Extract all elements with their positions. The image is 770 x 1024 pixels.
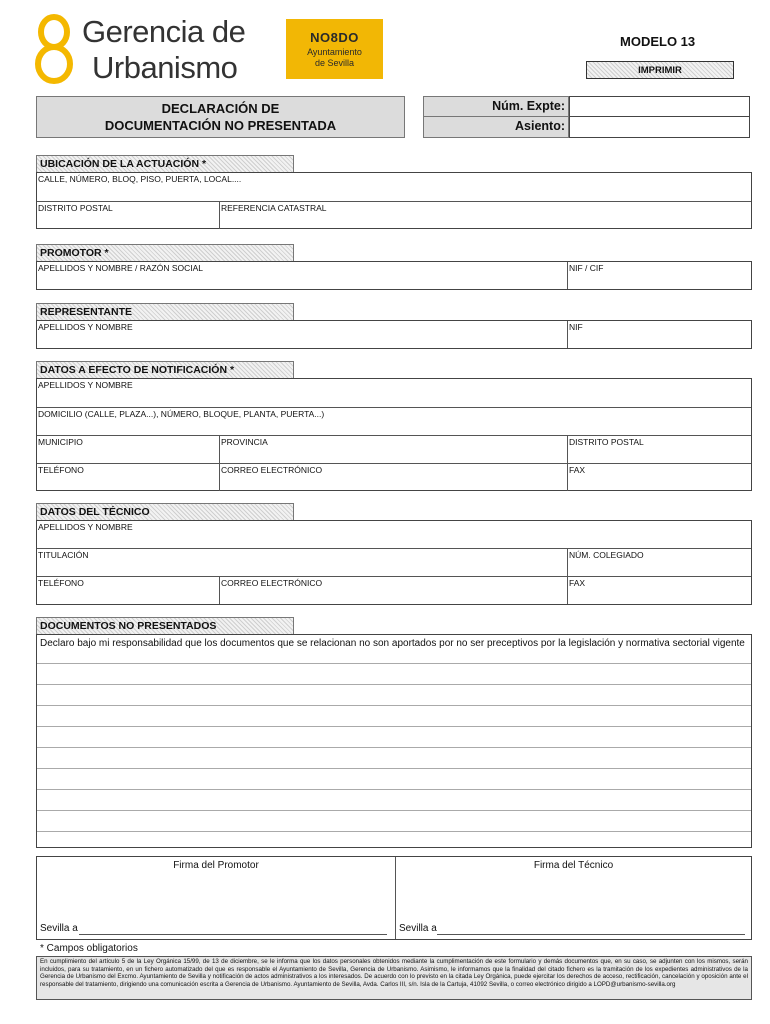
asiento-field[interactable] [569, 117, 750, 138]
notif-municipio-field[interactable] [37, 436, 219, 463]
notif-distrito-label: DISTRITO POSTAL [569, 437, 644, 447]
documents-list-area[interactable] [37, 663, 751, 847]
tecnico-telefono-label: TELÉFONO [38, 578, 84, 588]
referencia-label: REFERENCIA CATASTRAL [221, 203, 327, 213]
list-line [37, 789, 751, 790]
section-tecnico [36, 520, 752, 605]
notif-correo-label: CORREO ELECTRÓNICO [221, 465, 323, 475]
tecnico-fax-label: FAX [569, 578, 586, 588]
distrito-field[interactable] [37, 202, 219, 229]
document-title-line-2: DOCUMENTACIÓN NO PRESENTADA [104, 118, 337, 133]
signatures-box [36, 856, 752, 940]
firma-tecnico-area[interactable] [396, 875, 751, 921]
list-line [37, 831, 751, 832]
tecnico-correo-label: CORREO ELECTRÓNICO [221, 578, 323, 588]
list-line [37, 768, 751, 769]
notif-fax-label: FAX [569, 465, 586, 475]
notif-distrito-field[interactable] [568, 436, 751, 463]
section-documentos [36, 634, 752, 848]
section-documentos-title: DOCUMENTOS NO PRESENTADOS [36, 617, 294, 634]
promotor-apellidos-field[interactable] [37, 262, 567, 289]
notif-municipio-label: MUNICIPIO [38, 437, 83, 447]
calle-field[interactable] [37, 173, 751, 201]
tecnico-titulacion-label: TITULACIÓN [38, 550, 89, 560]
section-notificacion [36, 378, 752, 491]
representante-nif-label: NIF [569, 322, 583, 332]
sevilla-tecnico-label: Sevilla a [399, 923, 437, 934]
model-label: MODELO 13 [620, 34, 696, 49]
notif-fax-field[interactable] [568, 464, 751, 490]
sevilla-promotor-date-field[interactable] [79, 923, 387, 935]
seal-no8do: NO8DO [310, 30, 359, 45]
brand-line-2: Urbanismo [92, 50, 238, 85]
representante-nif-field[interactable] [568, 321, 751, 348]
tecnico-fax-field[interactable] [568, 577, 751, 604]
seal-line-1: Ayuntamiento [307, 47, 362, 57]
promotor-nif-label: NIF / CIF [569, 263, 604, 273]
promotor-nif-field[interactable] [568, 262, 751, 289]
distrito-label: DISTRITO POSTAL [38, 203, 113, 213]
notif-domicilio-label: DOMICILIO (CALLE, PLAZA...), NÚMERO, BLOQUE, PLANTA, PUERTA...) [38, 409, 325, 419]
referencia-field[interactable] [220, 202, 751, 229]
representante-apellidos-label: APELLIDOS Y NOMBRE [38, 322, 133, 332]
list-line [37, 747, 751, 748]
document-title-box [36, 96, 405, 138]
section-ubicacion [36, 172, 752, 229]
list-line [37, 726, 751, 727]
required-note: * Campos obligatorios [40, 943, 138, 954]
tecnico-apellidos-label: APELLIDOS Y NOMBRE [38, 522, 133, 532]
notif-telefono-label: TELÉFONO [38, 465, 84, 475]
promotor-apellidos-label: APELLIDOS Y NOMBRE / RAZÓN SOCIAL [38, 263, 204, 273]
tecnico-colegiado-field[interactable] [568, 549, 751, 576]
notif-provincia-label: PROVINCIA [221, 437, 268, 447]
section-promotor [36, 261, 752, 290]
section-representante [36, 320, 752, 349]
tecnico-titulacion-field[interactable] [37, 549, 567, 576]
num-expte-label: Núm. Expte: [423, 96, 569, 117]
firma-promotor-label: Firma del Promotor [173, 860, 259, 871]
section-tecnico-title: DATOS DEL TÉCNICO [36, 503, 294, 520]
seal-line-2: de Sevilla [314, 58, 355, 68]
sevilla-promotor-label: Sevilla a [40, 923, 78, 934]
asiento-label: Asiento: [423, 117, 569, 138]
notif-correo-field[interactable] [220, 464, 567, 490]
brand-line-1: Gerencia de [82, 14, 246, 49]
legal-notice-text: En cumplimiento del artículo 5 de la Ley Orgánica 15/99, de 13 de diciembre, se le informa que los datos personales obtenidos mediante la cumplimentación de este formulario y demás documentos que, en su caso, se adjunten con los mismos, serán incluidos, para su tratamiento, en un fichero automatizado del que es responsable el Ayuntamiento de Sevilla, Gerencia de Urbanismo. Asimismo, le informamos que la finalidad del citado fichero es la tramitación de los expedientes administrativos de la Gerencia de Urbanismo del Excmo. Ayuntamiento de Sevilla y notificación de actos administrativos a los interesados. De acuerdo con lo previsto en la citada Ley Orgánica, puede ejercitar los derechos de acceso, rectificación, cancelación y oposición ante el responsable del tratamiento, dirigiendo una comunicación escrita a Gerencia de Urbanismo. Ayuntamiento de Sevilla, Avda. Carlos III, s/n. Isla de la Cartuja, 41092 Sevilla, o correo electrónico dirigido a LOPD@urbanismo-sevilla.org [40, 958, 748, 988]
logo-eight-icon [34, 14, 74, 84]
notif-domicilio-field[interactable] [37, 408, 751, 435]
tecnico-correo-field[interactable] [220, 577, 567, 604]
declaration-text: Declaro bajo mi responsabilidad que los documentos que se relacionan no son aportados por no ser preceptivos por la legislación y normativa sectorial vigente [40, 638, 745, 649]
representante-apellidos-field[interactable] [37, 321, 567, 348]
tecnico-apellidos-field[interactable] [37, 521, 751, 548]
legal-notice [36, 956, 752, 1000]
notif-apellidos-label: APELLIDOS Y NOMBRE [38, 380, 133, 390]
section-notificacion-title: DATOS A EFECTO DE NOTIFICACIÓN * [36, 361, 294, 378]
section-representante-title: REPRESENTANTE [36, 303, 294, 320]
section-ubicacion-title: UBICACIÓN DE LA ACTUACIÓN * [36, 155, 294, 172]
notif-telefono-field[interactable] [37, 464, 219, 490]
firma-promotor-area[interactable] [37, 875, 395, 921]
list-line [37, 705, 751, 706]
tecnico-colegiado-label: NÚM. COLEGIADO [569, 550, 644, 560]
notif-apellidos-field[interactable] [37, 379, 751, 407]
notif-provincia-field[interactable] [220, 436, 567, 463]
document-title-line-1: DECLARACIÓN DE [161, 101, 280, 116]
section-promotor-title: PROMOTOR * [36, 244, 294, 261]
num-expte-field[interactable] [569, 96, 750, 117]
logo [34, 14, 284, 86]
sevilla-tecnico-date-field[interactable] [437, 923, 745, 935]
seville-seal [286, 19, 383, 79]
list-line [37, 684, 751, 685]
tecnico-telefono-field[interactable] [37, 577, 219, 604]
list-line [37, 810, 751, 811]
firma-tecnico-label: Firma del Técnico [533, 860, 614, 871]
print-button[interactable]: IMPRIMIR [586, 61, 734, 79]
list-line [37, 663, 751, 664]
calle-label: CALLE, NÚMERO, BLOQ, PISO, PUERTA, LOCAL.... [38, 174, 242, 184]
